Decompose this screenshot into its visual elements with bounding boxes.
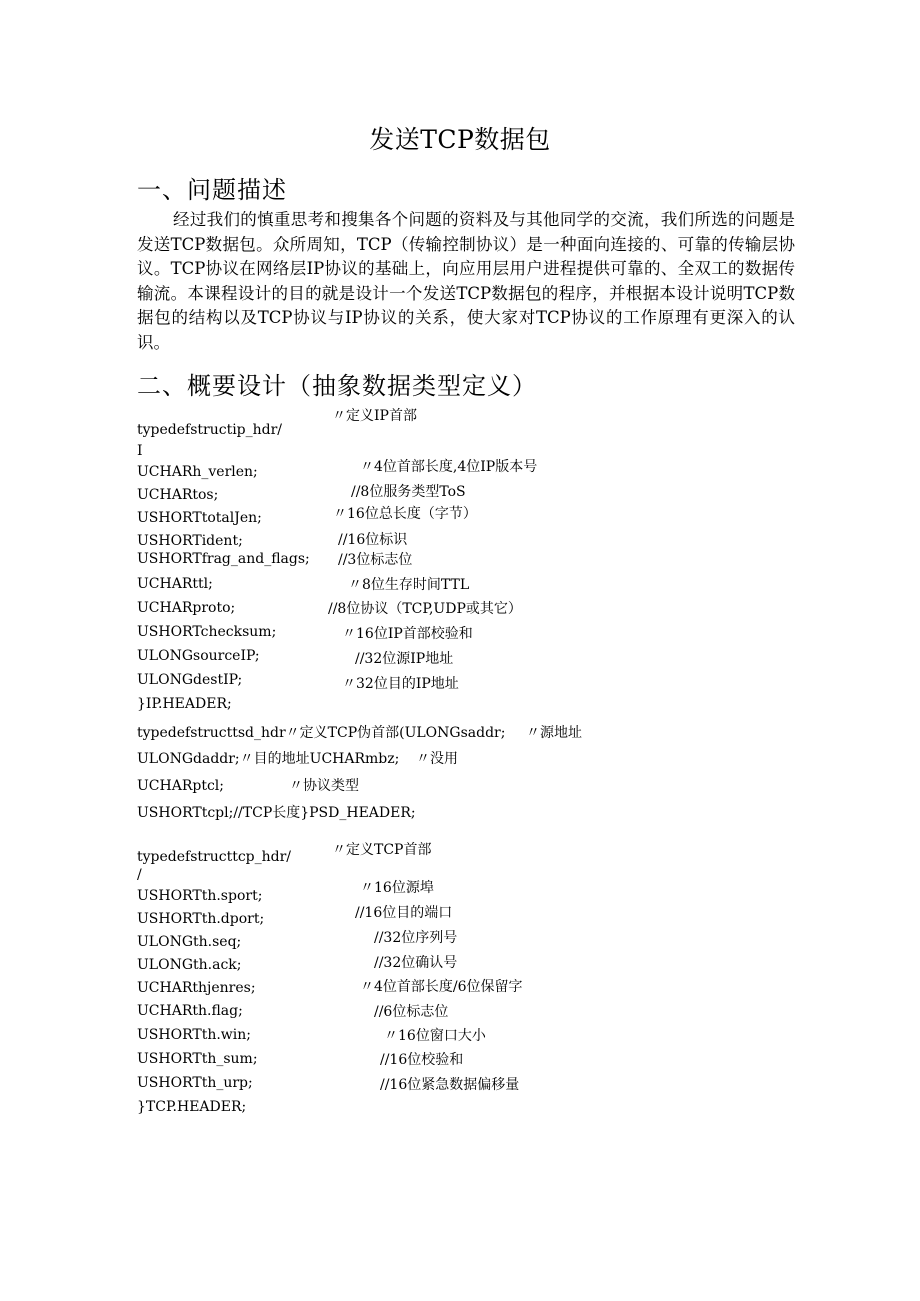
section-heading-problem: 一、问题描述 xyxy=(137,176,287,204)
ip-field-code: ULONGsourceIP; xyxy=(137,648,260,664)
tcp-header-open: / xyxy=(137,867,142,883)
tcp-field-comment: //32位确认号 xyxy=(374,955,458,971)
ip-field-comment: 〃16位总长度（字节） xyxy=(333,506,477,522)
tcp-field-comment: //16位紧急数据偏移量 xyxy=(380,1077,520,1093)
page-title: 发送TCP数据包 xyxy=(369,125,551,154)
tcp-field-code: USHORTth.win; xyxy=(137,1027,251,1043)
tcp-field-code: UCHARth.flag; xyxy=(137,1003,243,1019)
ip-header-close: }IP.HEADER; xyxy=(137,696,232,712)
tcp-field-comment: 〃16位窗口大小 xyxy=(384,1028,486,1044)
ip-field-code: UCHARtos; xyxy=(137,487,219,503)
ip-field-code: UCHARh_verlen; xyxy=(137,464,258,480)
tcp-field-code: USHORTth_urp; xyxy=(137,1075,253,1091)
ip-header-open: I xyxy=(137,443,143,459)
ip-field-comment: //3位标志位 xyxy=(338,552,413,568)
ip-field-comment: //8位服务类型ToS xyxy=(351,484,466,500)
ip-field-code: UCHARttl; xyxy=(137,576,213,592)
psd-header-comment: 〃没用 xyxy=(416,751,458,767)
psd-header-line: UCHARptcl; xyxy=(137,778,224,794)
ip-field-comment: //16位标识 xyxy=(338,532,408,548)
ip-field-comment: //8位协议（TCP,UDP或其它） xyxy=(328,601,522,617)
ip-field-comment: 〃8位生存时间TTL xyxy=(348,577,470,593)
ip-field-code: USHORTchecksum; xyxy=(137,624,277,640)
tcp-field-code: USHORTth_sum; xyxy=(137,1051,258,1067)
tcp-header-decl: typedefstructtcp_hdr/ xyxy=(137,849,292,865)
tcp-field-comment: 〃16位源埠 xyxy=(360,880,434,896)
tcp-field-comment: //32位序列号 xyxy=(374,930,458,946)
tcp-field-code: USHORTth.sport; xyxy=(137,888,263,904)
ip-field-comment: 〃32位目的IP地址 xyxy=(342,676,459,692)
tcp-field-code: ULONGth.ack; xyxy=(137,957,242,973)
tcp-field-code: USHORTth.dport; xyxy=(137,911,265,927)
tcp-field-code: UCHARthjenres; xyxy=(137,980,256,996)
ip-field-comment: 〃4位首部长度,4位IP版本号 xyxy=(360,459,538,475)
psd-header-line: typedefstructtsd_hdr〃定义TCP伪首部(ULONGsaddr; xyxy=(137,725,506,741)
ip-field-code: USHORTident; xyxy=(137,533,243,549)
ip-field-code: UCHARproto; xyxy=(137,600,236,616)
tcp-header-comment: 〃定义TCP首部 xyxy=(332,842,432,858)
ip-header-decl: typedefstructip_hdr/ xyxy=(137,422,283,438)
problem-description-paragraph: 经过我们的慎重思考和搜集各个问题的资料及与其他同学的交流，我们所选的问题是发送TCP数据包。众所周知，TCP（传输控制协议）是一种面向连接的、可靠的传输层协议。TCP协议在网络层IP协议的基础上，向应用层用户进程提供可靠的、全双工的数据传输流。本课程设计的目的就是设计一个发送TCP数据包的程序，并根据本设计说明TCP数据包的结构以及TCP协议与IP协议的关系，使大家对TCP协议的工作原理有更深入的认识。 xyxy=(137,210,795,352)
ip-field-comment: 〃16位IP首部校验和 xyxy=(342,626,473,642)
ip-field-comment: //32位源IP地址 xyxy=(355,651,454,667)
ip-header-comment: 〃定义IP首部 xyxy=(332,408,417,424)
psd-header-line: ULONGdaddr;〃目的地址UCHARmbz; xyxy=(137,751,400,767)
psd-header-comment: 〃源地址 xyxy=(526,725,582,741)
tcp-field-comment: //6位标志位 xyxy=(374,1004,449,1020)
tcp-header-close: }TCP.HEADER; xyxy=(137,1099,247,1115)
tcp-field-comment: //16位目的端口 xyxy=(355,905,453,921)
section-heading-design: 二、概要设计（抽象数据类型定义） xyxy=(137,372,537,400)
ip-field-code: ULONGdestIP; xyxy=(137,672,243,688)
tcp-field-comment: //16位校验和 xyxy=(380,1052,464,1068)
psd-header-comment: 〃协议类型 xyxy=(289,778,359,794)
ip-field-code: USHORTfrag_and_flags; xyxy=(137,551,310,567)
psd-header-line: USHORTtcpl;//TCP长度}PSD_HEADER; xyxy=(137,805,416,821)
tcp-field-code: ULONGth.seq; xyxy=(137,934,242,950)
tcp-field-comment: 〃4位首部长度/6位保留字 xyxy=(360,979,523,995)
ip-field-code: USHORTtotalJen; xyxy=(137,510,262,526)
